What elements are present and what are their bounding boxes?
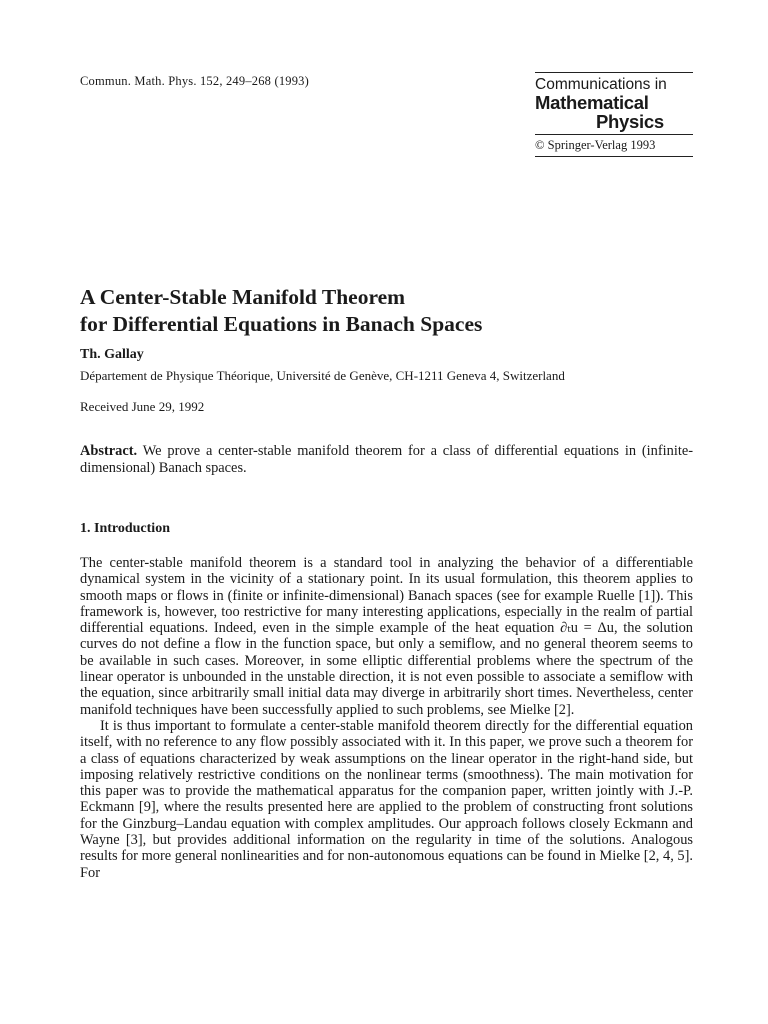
journal-name-line3: Physics [596, 111, 664, 132]
publisher-copyright: © Springer-Verlag 1993 [535, 138, 656, 152]
journal-name-line2: Mathematical [535, 92, 649, 113]
journal-masthead [535, 72, 693, 157]
journal-name-line1: Communications in [535, 76, 667, 93]
author-name: Th. Gallay [80, 347, 144, 362]
received-date: Received June 29, 1992 [80, 399, 205, 414]
section-heading-introduction: 1. Introduction [80, 521, 170, 536]
masthead-bottom-rule [535, 156, 693, 157]
title-line-2: for Differential Equations in Banach Spaces [80, 312, 483, 336]
introduction-paragraph-2: It is thus important to formulate a center-stable manifold theorem directly for the differential equation itself, with no reference to any flow possibly associated with it. In this paper, we prove such a theorem for a class of equations characterized by weak assumptions on the linear operator in the right-hand side, but imposing relatively restrictive conditions on the nonlinear terms (smoothness). The main motivation for this paper was to provide the mathematical apparatus for the companion paper, written jointly with J.-P. Eckmann [9], where the results presented here are applied to the problem of constructing front solutions for the Ginzburg–Landau equation with complex amplitudes. Our approach follows closely Eckmann and Wayne [3], but provides additional information on the regularity in time of the solutions. Analogous results for more general nonlinearities and for non-autonomous equations can be found in Mielke [2, 4, 5]. For [80, 717, 693, 881]
article-title [80, 284, 700, 338]
introduction-body [80, 555, 693, 881]
abstract-label: Abstract. [80, 443, 138, 459]
journal-citation: Commun. Math. Phys. 152, 249–268 (1993) [80, 74, 309, 88]
abstract-text: We prove a center-stable manifold theorem for a class of differential equations in (infinite-dimensional) Banach spaces. [80, 443, 694, 476]
author-affiliation: Département de Physique Théorique, Université de Genève, CH-1211 Geneva 4, Switzerland [80, 368, 565, 383]
abstract [80, 443, 693, 477]
masthead-top-rule [535, 72, 693, 73]
introduction-paragraph-1: The center-stable manifold theorem is a standard tool in analyzing the behavior of a differentiable dynamical system in the vicinity of a stationary point. In its usual formulation, this theorem applies to smooth maps or flows in (finite or infinite-dimensional) Banach spaces (see for example Ruelle [1]). This framework is, however, too restrictive for many interesting applications, especially in the realm of partial differential equations. Indeed, even in the simple example of the heat equation ∂ₜu = Δu, the solution curves do not define a flow in the function space, but only a semiflow, and no general theorem seems to be available in such cases. Moreover, in some elliptic differential problems where the spectrum of the linear operator is unbounded in the unstable direction, it is not even possible to associate a semiflow with the equation, since arbitrarily small initial data may diverge in arbitrarily short times. Nevertheless, center manifold techniques have been successfully applied to such problems, see Mielke [2]. [80, 555, 693, 718]
masthead-middle-rule [535, 134, 693, 135]
title-line-1: A Center-Stable Manifold Theorem [80, 285, 406, 309]
